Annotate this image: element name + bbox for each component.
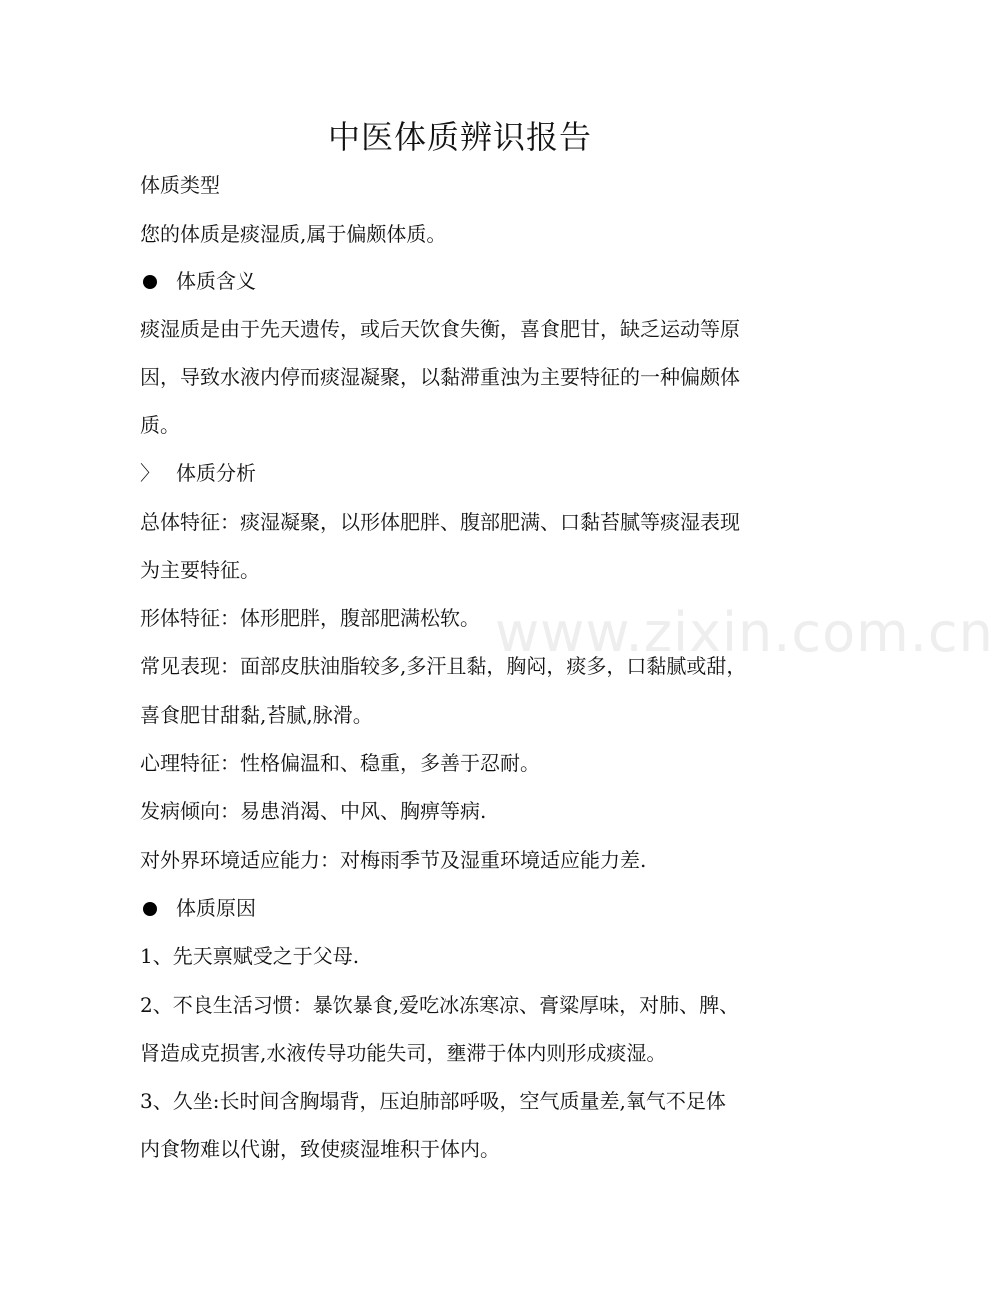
list-item: 3、久坐:长时间含胸塌背，压迫肺部呼吸，空气质量差,氧气不足体 <box>140 1089 726 1113</box>
paragraph-line: 内食物难以代谢，致使痰湿堆积于体内。 <box>140 1137 500 1161</box>
list-item: 2、不良生活习惯：暴饮暴食,爱吃冰冻寒凉、膏粱厚味，对肺、脾、 <box>140 993 740 1017</box>
paragraph-line: 对外界环境适应能力：对梅雨季节及湿重环境适应能力差. <box>140 848 647 872</box>
list-item: 1、先天禀赋受之于父母. <box>140 944 360 968</box>
paragraph-line: 因，导致水液内停而痰湿凝聚，以黏滞重浊为主要特征的一种偏颇体 <box>140 365 740 389</box>
bullet-dot-icon <box>143 902 157 916</box>
paragraph-line: 喜食肥甘甜黏,苔腻,脉滑。 <box>140 703 373 727</box>
paragraph-line: 常见表现：面部皮肤油脂较多,多汗且黏，胸闷，痰多，口黏腻或甜， <box>140 654 747 678</box>
paragraph-line: 总体特征：痰湿凝聚，以形体肥胖、腹部肥满、口黏苔腻等痰湿表现 <box>140 510 740 534</box>
constitution-result: 您的体质是痰湿质,属于偏颇体质。 <box>140 222 447 246</box>
section-heading-text: 体质原因 <box>176 896 256 920</box>
section-heading-analysis <box>140 458 800 488</box>
paragraph-line: 质。 <box>140 413 180 437</box>
angle-bracket-icon: 〉 <box>140 461 160 485</box>
paragraph-line: 肾造成克损害,水液传导功能失司，壅滞于体内则形成痰湿。 <box>140 1041 667 1065</box>
report-title: 中医体质辨识报告 <box>327 118 592 156</box>
section-heading-text: 体质分析 <box>176 461 256 485</box>
paragraph-line: 形体特征：体形肥胖，腹部肥满松软。 <box>140 606 480 630</box>
paragraph-line: 为主要特征。 <box>140 558 260 582</box>
section-heading-meaning <box>140 266 800 296</box>
paragraph-line: 发病倾向：易患消渴、中风、胸痹等病. <box>140 799 487 823</box>
watermark: www.zixin.com.cn <box>495 601 994 664</box>
section-heading-text: 体质含义 <box>176 269 256 293</box>
label-constitution-type: 体质类型 <box>140 173 220 197</box>
paragraph-line: 痰湿质是由于先天遗传，或后天饮食失衡，喜食肥甘，缺乏运动等原 <box>140 317 740 341</box>
bullet-dot-icon <box>143 275 157 289</box>
paragraph-line: 心理特征：性格偏温和、稳重，多善于忍耐。 <box>140 751 540 775</box>
section-heading-causes <box>140 893 800 923</box>
